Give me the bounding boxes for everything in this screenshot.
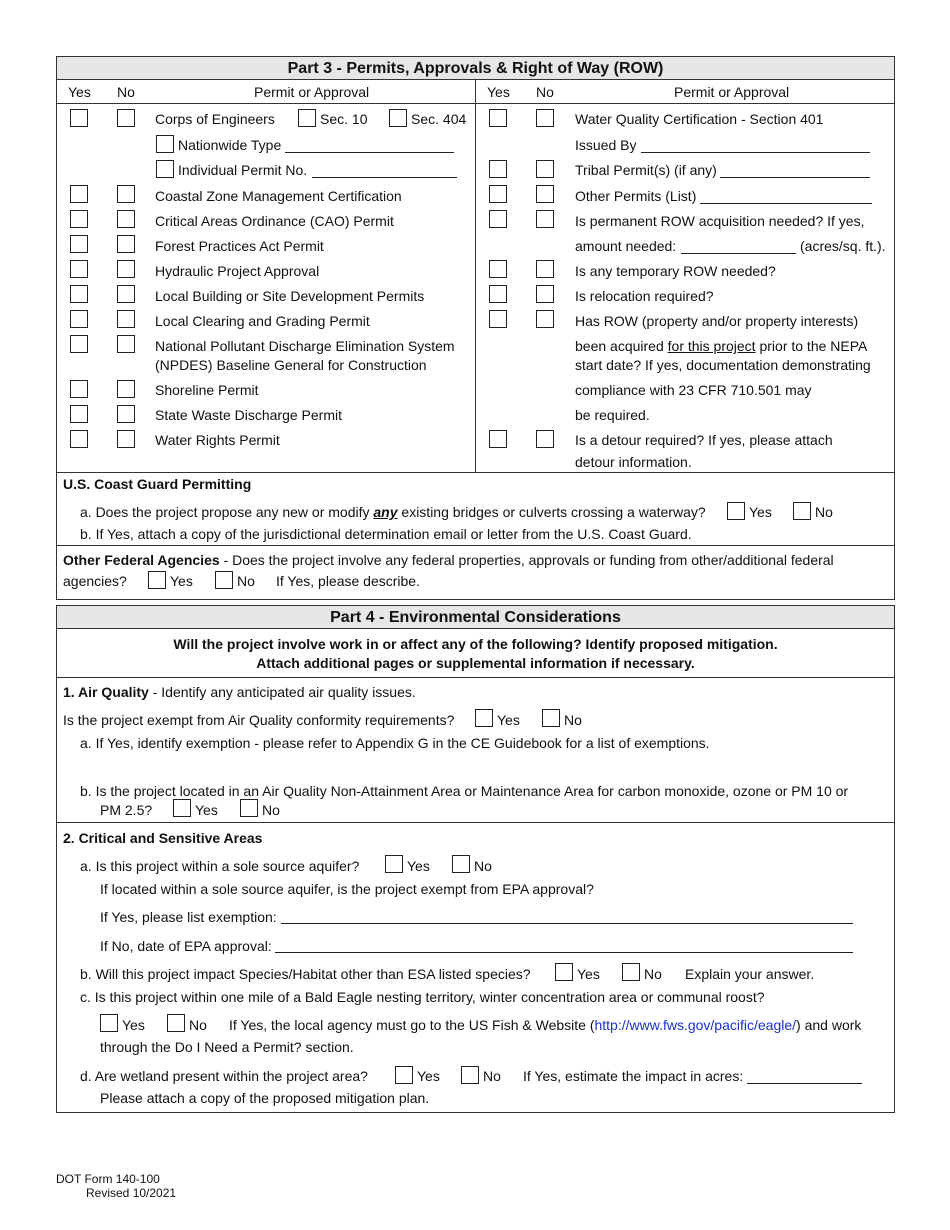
critical-c-no-checkbox[interactable] bbox=[167, 1014, 185, 1032]
air-exempt-yes-label: Yes bbox=[497, 712, 520, 728]
wqc-no-checkbox[interactable] bbox=[536, 109, 554, 127]
other-fed-agencies: agencies? bbox=[63, 573, 127, 589]
air-exempt-no-checkbox[interactable] bbox=[542, 709, 560, 727]
uscg-yes-label: Yes bbox=[749, 504, 772, 520]
uscg-a-question bbox=[80, 504, 706, 520]
air-b-text-line2: PM 2.5? bbox=[100, 802, 153, 818]
shoreline-yes-checkbox[interactable] bbox=[70, 380, 88, 398]
relocation-no-checkbox[interactable] bbox=[536, 285, 554, 303]
uscg-a-emphasis: any bbox=[373, 504, 398, 520]
local-clearing-no-checkbox[interactable] bbox=[117, 310, 135, 328]
perm-row-label: Is permanent ROW acquisition needed? If yes, bbox=[575, 213, 865, 229]
critical-d-yes-checkbox[interactable] bbox=[395, 1066, 413, 1084]
critical-c-instruction bbox=[229, 1017, 861, 1033]
critical-c-instruction-2: through the Do I Need a Permit? section. bbox=[100, 1039, 354, 1055]
critical-c-yes-label: Yes bbox=[122, 1017, 145, 1033]
has-row-no-checkbox[interactable] bbox=[536, 310, 554, 328]
corps-yes-checkbox[interactable] bbox=[70, 109, 88, 127]
forest-yes-checkbox[interactable] bbox=[70, 235, 88, 253]
issued-by-label: Issued By bbox=[575, 137, 637, 153]
part3-bottom-border bbox=[56, 599, 895, 600]
shoreline-label: Shoreline Permit bbox=[155, 382, 259, 398]
uscg-bottom-divider bbox=[56, 545, 895, 546]
tribal-field[interactable] bbox=[720, 177, 870, 178]
tribal-yes-checkbox[interactable] bbox=[489, 160, 507, 178]
coastal-label: Coastal Zone Management Certification bbox=[155, 188, 402, 204]
footer-revised: Revised 10/2021 bbox=[86, 1186, 177, 1200]
acquired-line bbox=[575, 338, 867, 354]
critical-c-no-label: No bbox=[189, 1017, 207, 1033]
cao-label: Critical Areas Ordinance (CAO) Permit bbox=[155, 213, 394, 229]
footer-form-number: DOT Form 140-100 bbox=[56, 1172, 160, 1186]
other-fed-yes-label: Yes bbox=[170, 573, 193, 589]
air-exempt-no-label: No bbox=[564, 712, 582, 728]
col-permit-right: Permit or Approval bbox=[674, 84, 790, 100]
other-fed-describe: If Yes, please describe. bbox=[276, 573, 420, 589]
critical-a-text: a. Is this project within a sole source aquifer? bbox=[80, 858, 360, 874]
compliance-label: compliance with 23 CFR 710.501 may bbox=[575, 382, 812, 398]
col-yes-right: Yes bbox=[487, 84, 510, 100]
critical-a-no-checkbox[interactable] bbox=[452, 855, 470, 873]
uscg-b-text: b. If Yes, attach a copy of the jurisdictional determination email or letter from the U.S. Coast Guard. bbox=[80, 526, 692, 542]
other-fed-no-label: No bbox=[237, 573, 255, 589]
intro-line2: Attach additional pages or supplemental information if necessary. bbox=[256, 655, 695, 671]
critical-b-yes-checkbox[interactable] bbox=[555, 963, 573, 981]
part3-left-border bbox=[56, 80, 57, 600]
sec10-checkbox[interactable] bbox=[298, 109, 316, 127]
air-title-line bbox=[63, 684, 416, 700]
other-fed-text: - Does the project involve any federal properties, approvals or funding from other/additional federal bbox=[219, 552, 834, 568]
part4-bottom-border bbox=[56, 1112, 895, 1113]
detour-no-checkbox[interactable] bbox=[536, 430, 554, 448]
individual-checkbox[interactable] bbox=[156, 160, 174, 178]
critical-c-text: c. Is this project within one mile of a Bald Eagle nesting territory, winter concentration area or communal roost? bbox=[80, 989, 765, 1005]
air-a-text: a. If Yes, identify exemption - please refer to Appendix G in the CE Guidebook for a list of exemptions. bbox=[80, 735, 710, 751]
detour-info-label: detour information. bbox=[575, 454, 692, 470]
individual-label: Individual Permit No. bbox=[178, 162, 308, 178]
part3-right-border bbox=[894, 80, 895, 600]
local-building-yes-checkbox[interactable] bbox=[70, 285, 88, 303]
sec10-label: Sec. 10 bbox=[320, 111, 368, 127]
uscg-a-post: existing bridges or culverts crossing a waterway? bbox=[397, 504, 706, 520]
water-rights-label: Water Rights Permit bbox=[155, 432, 280, 448]
critical-d-no-checkbox[interactable] bbox=[461, 1066, 479, 1084]
hydraulic-label: Hydraulic Project Approval bbox=[155, 263, 320, 279]
npdes-yes-checkbox[interactable] bbox=[70, 335, 88, 353]
critical-b-text: b. Will this project impact Species/Habitat other than ESA listed species? bbox=[80, 966, 531, 982]
air-desc: - Identify any anticipated air quality issues. bbox=[148, 684, 416, 700]
other-fed-no-checkbox[interactable] bbox=[215, 571, 233, 589]
acres-label: (acres/sq. ft.). bbox=[800, 238, 886, 254]
detour-yes-checkbox[interactable] bbox=[489, 430, 507, 448]
list-exemption-label: If Yes, please list exemption: bbox=[100, 909, 277, 925]
water-rights-yes-checkbox[interactable] bbox=[70, 430, 88, 448]
fws-link[interactable]: http://www.fws.gov/pacific/eagle/ bbox=[594, 1017, 797, 1033]
coastal-no-checkbox[interactable] bbox=[117, 185, 135, 203]
other-permits-no-checkbox[interactable] bbox=[536, 185, 554, 203]
critical-d-no-label: No bbox=[483, 1068, 501, 1084]
has-row-yes-checkbox[interactable] bbox=[489, 310, 507, 328]
epa-date-field[interactable] bbox=[275, 952, 853, 953]
uscg-a-pre: a. Does the project propose any new or modify bbox=[80, 504, 374, 520]
c-text-pre: If Yes, the local agency must go to the US Fish & Website ( bbox=[229, 1017, 595, 1033]
start-date-label: start date? If yes, documentation demonstrating bbox=[575, 357, 871, 373]
other-fed-title: Other Federal Agencies bbox=[63, 552, 220, 568]
sec404-label: Sec. 404 bbox=[411, 111, 467, 127]
wqc-yes-checkbox[interactable] bbox=[489, 109, 507, 127]
temp-row-yes-checkbox[interactable] bbox=[489, 260, 507, 278]
critical-b-explain: Explain your answer. bbox=[685, 966, 815, 982]
air-bottom-divider bbox=[56, 822, 895, 823]
relocation-yes-checkbox[interactable] bbox=[489, 285, 507, 303]
uscg-no-label: No bbox=[815, 504, 833, 520]
part4-title: Part 4 - Environmental Considerations bbox=[56, 605, 895, 629]
uscg-yes-checkbox[interactable] bbox=[727, 502, 745, 520]
critical-a-yes-label: Yes bbox=[407, 858, 430, 874]
acquired-underline: for this project bbox=[667, 338, 756, 354]
critical-b-no-checkbox[interactable] bbox=[622, 963, 640, 981]
npdes-label-line2: (NPDES) Baseline General for Construction bbox=[155, 357, 427, 373]
hydraulic-yes-checkbox[interactable] bbox=[70, 260, 88, 278]
c-text-post: ) and work bbox=[796, 1017, 862, 1033]
uscg-title: U.S. Coast Guard Permitting bbox=[63, 476, 252, 492]
local-clearing-yes-checkbox[interactable] bbox=[70, 310, 88, 328]
acquired-post: prior to the NEPA bbox=[755, 338, 868, 354]
temp-row-label: Is any temporary ROW needed? bbox=[575, 263, 776, 279]
state-waste-yes-checkbox[interactable] bbox=[70, 405, 88, 423]
critical-d-yes-label: Yes bbox=[417, 1068, 440, 1084]
sec404-checkbox[interactable] bbox=[389, 109, 407, 127]
list-exemption-field[interactable] bbox=[281, 923, 853, 924]
state-waste-label: State Waste Discharge Permit bbox=[155, 407, 342, 423]
forest-no-checkbox[interactable] bbox=[117, 235, 135, 253]
amount-needed-field[interactable] bbox=[681, 253, 796, 254]
local-building-no-checkbox[interactable] bbox=[117, 285, 135, 303]
local-building-label: Local Building or Site Development Permits bbox=[155, 288, 425, 304]
amount-needed-label: amount needed: bbox=[575, 238, 677, 254]
cao-yes-checkbox[interactable] bbox=[70, 210, 88, 228]
critical-b-no-label: No bbox=[644, 966, 662, 982]
npdes-no-checkbox[interactable] bbox=[117, 335, 135, 353]
air-title: 1. Air Quality bbox=[63, 684, 149, 700]
critical-d-estimate: If Yes, estimate the impact in acres: bbox=[523, 1068, 744, 1084]
air-exempt-question: Is the project exempt from Air Quality conformity requirements? bbox=[63, 712, 455, 728]
detour-label: Is a detour required? If yes, please attach bbox=[575, 432, 833, 448]
part4-left-border bbox=[56, 629, 57, 1112]
critical-title: 2. Critical and Sensitive Areas bbox=[63, 830, 263, 846]
critical-a-no-label: No bbox=[474, 858, 492, 874]
perm-row-no-checkbox[interactable] bbox=[536, 210, 554, 228]
nationwide-field[interactable] bbox=[285, 152, 454, 153]
be-required-label: be required. bbox=[575, 407, 650, 423]
critical-a-yes-checkbox[interactable] bbox=[385, 855, 403, 873]
npdes-label-line1: National Pollutant Discharge Elimination System bbox=[155, 338, 455, 354]
issued-by-field[interactable] bbox=[641, 152, 870, 153]
temp-row-no-checkbox[interactable] bbox=[536, 260, 554, 278]
local-clearing-label: Local Clearing and Grading Permit bbox=[155, 313, 370, 329]
hydraulic-no-checkbox[interactable] bbox=[117, 260, 135, 278]
epa-date-label: If No, date of EPA approval: bbox=[100, 938, 272, 954]
critical-c-yes-checkbox[interactable] bbox=[100, 1014, 118, 1032]
col-permit-left: Permit or Approval bbox=[254, 84, 370, 100]
table-bottom-divider bbox=[56, 472, 895, 473]
critical-d-line2: Please attach a copy of the proposed mitigation plan. bbox=[100, 1090, 430, 1106]
tribal-no-checkbox[interactable] bbox=[536, 160, 554, 178]
relocation-label: Is relocation required? bbox=[575, 288, 714, 304]
state-waste-no-checkbox[interactable] bbox=[117, 405, 135, 423]
air-b-no-checkbox[interactable] bbox=[240, 799, 258, 817]
col-yes-left: Yes bbox=[68, 84, 91, 100]
individual-field[interactable] bbox=[312, 177, 457, 178]
critical-a-sub: If located within a sole source aquifer, is the project exempt from EPA approval? bbox=[100, 881, 594, 897]
air-b-yes-checkbox[interactable] bbox=[173, 799, 191, 817]
intro-line1: Will the project involve work in or affect any of the following? Identify proposed mitigation. bbox=[173, 636, 778, 652]
nationwide-checkbox[interactable] bbox=[156, 135, 174, 153]
corps-no-checkbox[interactable] bbox=[117, 109, 135, 127]
intro-bottom-divider bbox=[56, 677, 895, 678]
uscg-no-checkbox[interactable] bbox=[793, 502, 811, 520]
critical-d-text: d. Are wetland present within the project area? bbox=[80, 1068, 368, 1084]
col-no-right: No bbox=[536, 84, 554, 100]
middle-divider bbox=[475, 80, 476, 472]
air-b-text-line1: b. Is the project located in an Air Quality Non-Attainment Area or Maintenance Area for carbon monoxide, ozone or PM 10 or bbox=[80, 783, 849, 799]
part3-title: Part 3 - Permits, Approvals & Right of Way (ROW) bbox=[56, 56, 895, 80]
other-fed-yes-checkbox[interactable] bbox=[148, 571, 166, 589]
tribal-label: Tribal Permit(s) (if any) bbox=[575, 162, 717, 178]
part4-right-border bbox=[894, 629, 895, 1112]
corps-label: Corps of Engineers bbox=[155, 111, 275, 127]
water-rights-no-checkbox[interactable] bbox=[117, 430, 135, 448]
air-b-no-label: No bbox=[262, 802, 280, 818]
perm-row-yes-checkbox[interactable] bbox=[489, 210, 507, 228]
air-exempt-yes-checkbox[interactable] bbox=[475, 709, 493, 727]
other-fed-line1 bbox=[63, 552, 834, 568]
shoreline-no-checkbox[interactable] bbox=[117, 380, 135, 398]
acquired-pre: been acquired bbox=[575, 338, 668, 354]
cao-no-checkbox[interactable] bbox=[117, 210, 135, 228]
other-permits-label: Other Permits (List) bbox=[575, 188, 697, 204]
wetland-acres-field[interactable] bbox=[747, 1083, 862, 1084]
col-no-left: No bbox=[117, 84, 135, 100]
forest-label: Forest Practices Act Permit bbox=[155, 238, 324, 254]
wqc-label: Water Quality Certification - Section 401 bbox=[575, 111, 824, 127]
nationwide-label: Nationwide Type bbox=[178, 137, 282, 153]
other-permits-yes-checkbox[interactable] bbox=[489, 185, 507, 203]
critical-b-yes-label: Yes bbox=[577, 966, 600, 982]
coastal-yes-checkbox[interactable] bbox=[70, 185, 88, 203]
other-permits-field[interactable] bbox=[700, 203, 872, 204]
has-row-label: Has ROW (property and/or property interests) bbox=[575, 313, 859, 329]
air-b-yes-label: Yes bbox=[195, 802, 218, 818]
